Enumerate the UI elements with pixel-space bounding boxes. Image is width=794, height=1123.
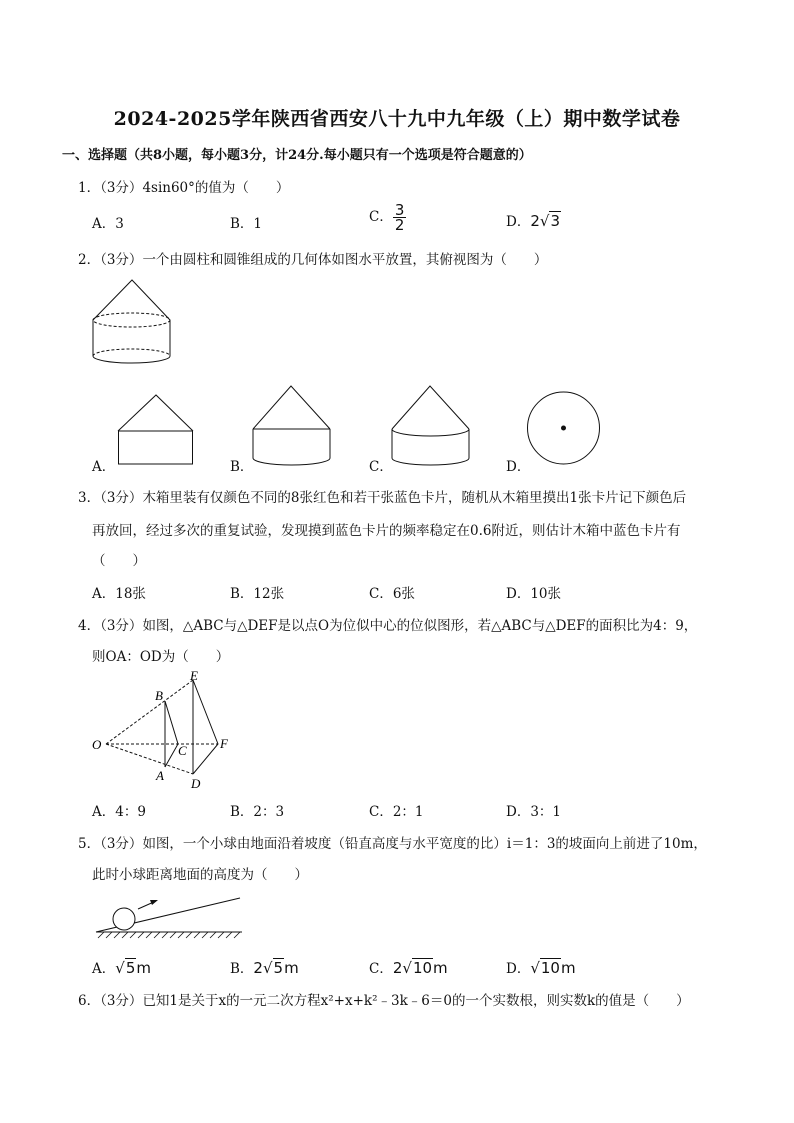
page-title: 2024-2025学年陕西省西安八十九中九年级（上）期中数学试卷 [113, 108, 681, 130]
label-o: O [92, 737, 102, 752]
label-a: A [156, 768, 164, 783]
question-2: 2．（3分）一个由圆柱和圆锥组成的几何体如图水平放置，其俯视图为（ ） [78, 252, 548, 268]
slope-figure [94, 892, 244, 942]
option-b: B．12张 [230, 586, 285, 602]
option-c: C．2：1 [369, 804, 424, 820]
question-5-line2: 此时小球距离地面的高度为（ ） [92, 867, 308, 883]
option-d-figure [527, 391, 601, 465]
option-a: A．3 [92, 216, 124, 232]
option-a: A．4：9 [92, 804, 146, 820]
option-d: D．2√3 [506, 212, 560, 230]
homothety-figure [90, 668, 240, 794]
option-c: C． [369, 459, 393, 475]
label-f: F [220, 736, 228, 751]
option-b-figure [253, 386, 331, 466]
option-a: A．18张 [92, 586, 146, 602]
option-a: A．√5m [92, 959, 151, 977]
option-b: B．2：3 [230, 804, 285, 820]
question-score: （3分） [100, 180, 143, 196]
question-number: 1． [78, 180, 101, 196]
option-c: C．6张 [369, 586, 415, 602]
question-3: 3．（3分）木箱里装有仅颜色不同的8张红色和若干张蓝色卡片，随机从木箱里摸出1张卡片记下颜色后 [78, 490, 687, 506]
label-d: D [191, 776, 201, 791]
option-a-figure [118, 389, 194, 465]
question-1 [78, 176, 289, 196]
option-b: B．1 [230, 216, 263, 232]
option-a: A． [92, 459, 116, 475]
question-text: 4sin60°的值为（ ） [142, 180, 290, 196]
question-4-line2: 则OA：OD为（ ） [92, 649, 230, 665]
option-c-figure [392, 386, 470, 466]
label-b: B [155, 688, 163, 703]
section-heading: 一、选择题（共8小题，每小题3分，计24分.每小题只有一个选项是符合题意的） [62, 148, 532, 163]
option-d: D．10张 [506, 586, 562, 602]
label-c: C [178, 743, 187, 758]
question-3-line2: 再放回，经过多次的重复试验，发现摸到蓝色卡片的频率稳定在0.6附近，则估计木箱中蓝色卡片有 [92, 523, 681, 539]
option-b: B．2√5m [230, 959, 299, 977]
question-5: 5．（3分）如图，一个小球由地面沿着坡度（铅直高度与水平宽度的比）i＝1：3的坡面向上前进了10m， [78, 836, 707, 852]
solid-figure [90, 276, 190, 372]
question-4: 4．（3分）如图，△ABC与△DEF是以点O为位似中心的位似图形，若△ABC与△DEF的面积比为4：9， [78, 618, 698, 634]
question-6: 6．（3分）已知1是关于x的一元二次方程x²+x+k²﹣3k﹣6＝0的一个实数根，则实数k的值是（ ） [78, 993, 690, 1009]
option-d: D． [506, 459, 531, 475]
option-b: B． [230, 459, 254, 475]
option-c: C．2√10m [369, 959, 448, 977]
option-c: C． $\frac{3}{2}$ [369, 201, 405, 234]
option-d: D．3：1 [506, 804, 562, 820]
question-3-line3: （ ） [92, 553, 146, 569]
option-d: D．√10m [506, 959, 576, 977]
fraction: $\frac{3}{2}$ [394, 201, 405, 234]
label-e: E [190, 668, 198, 683]
